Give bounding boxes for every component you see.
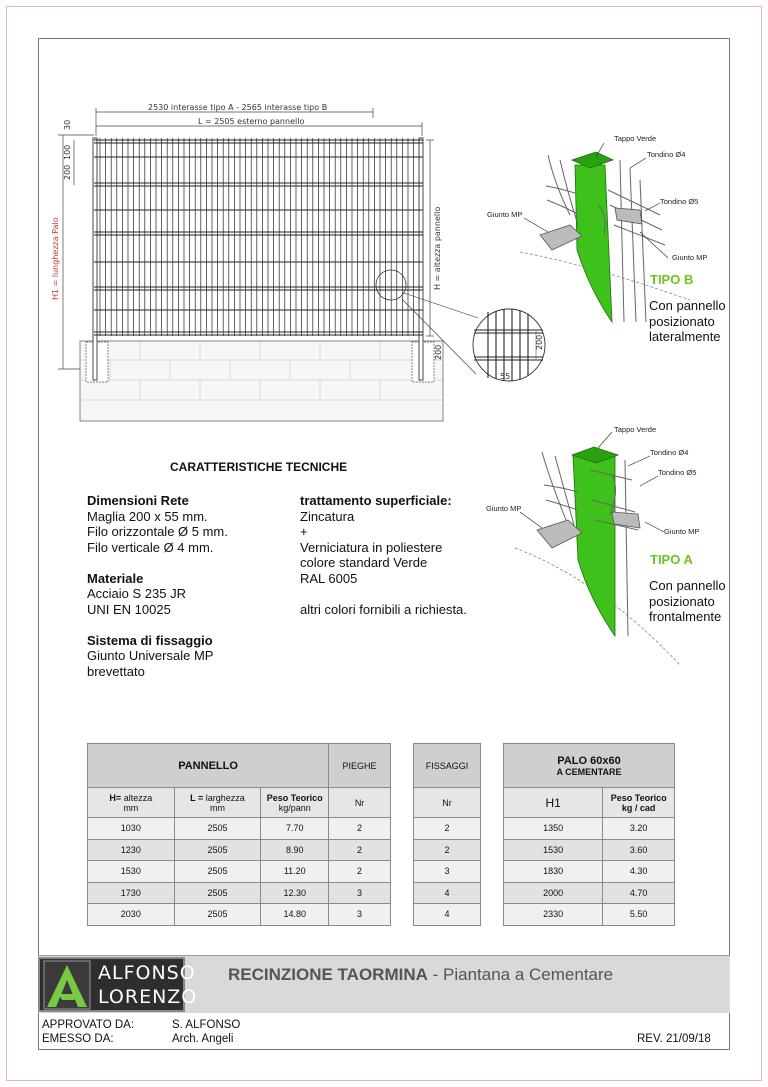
col-h-header: H= altezza mm — [88, 788, 175, 818]
table-cell: 2505 — [174, 839, 261, 861]
table-row — [414, 839, 481, 861]
table-row — [504, 818, 675, 840]
type-b-tondino4: Tondino Ø4 — [647, 150, 686, 159]
table-cell: 1350 — [504, 818, 603, 840]
spec-left-column — [87, 493, 297, 679]
table-cell: 2 — [329, 861, 391, 883]
spec-rete-1: Maglia 200 x 55 mm. — [87, 508, 208, 524]
col-peso-header: Peso Teorico kg/pann — [261, 788, 329, 818]
table-cell: 2505 — [174, 882, 261, 904]
table-row — [88, 882, 391, 904]
logo-a-icon — [43, 960, 93, 1010]
table-row — [504, 882, 675, 904]
table-cell: 4.30 — [603, 861, 675, 883]
spec-tratt-6: altri colori fornibili a richiesta. — [300, 601, 467, 617]
table-row — [414, 904, 481, 926]
detail-200: 200 — [535, 334, 544, 350]
table-cell: 4.70 — [603, 882, 675, 904]
type-b-giunto-left: Giunto MP — [487, 210, 523, 219]
type-b-desc-3: lateralmente — [649, 329, 721, 344]
table-cell: 2505 — [174, 904, 261, 926]
table-cell: 3.60 — [603, 839, 675, 861]
table-cell: 7.70 — [261, 818, 329, 840]
base-200: 200 — [434, 344, 443, 360]
table-row — [414, 818, 481, 840]
spec-tratt-4: colore standard Verde — [300, 555, 428, 570]
spec-tratt-2: + — [300, 524, 308, 539]
table-cell: 1730 — [88, 882, 175, 904]
table-cell: 3 — [414, 861, 481, 883]
table-cell: 2000 — [504, 882, 603, 904]
type-a-desc-2: posizionato — [649, 593, 715, 609]
type-a-tondino5: Tondino Ø5 — [658, 468, 697, 477]
col-palo-peso-header: Peso Teorico kg / cad — [603, 788, 675, 818]
col-h1-header: H1 — [504, 788, 603, 818]
pieghe-title: PIEGHE — [329, 744, 391, 788]
table-cell: 2505 — [174, 861, 261, 883]
table-row — [414, 861, 481, 883]
type-b-desc — [649, 298, 726, 345]
type-b-desc-2: posizionato — [649, 313, 715, 329]
spec-rete-3: Filo verticale Ø 4 mm. — [87, 539, 214, 555]
fissaggi-title: FISSAGGI — [414, 744, 481, 788]
table-cell: 3 — [329, 882, 391, 904]
table-cell: 2 — [329, 818, 391, 840]
detail-55: 55 — [500, 372, 511, 381]
document-title: RECINZIONE TAORMINA - Piantana a Cementare — [228, 965, 614, 984]
spec-mat-2: UNI EN 10025 — [87, 601, 171, 617]
spec-tratt-1: Zincatura — [300, 508, 355, 524]
type-b-illustration — [487, 134, 707, 322]
table-row — [414, 882, 481, 904]
type-a-desc-1: Con pannello — [649, 578, 726, 593]
spec-mat-heading: Materiale — [87, 570, 144, 586]
table-cell: 2030 — [88, 904, 175, 926]
spec-mat-1: Acciaio S 235 JR — [87, 586, 186, 601]
table-cell: 12.30 — [261, 882, 329, 904]
type-b-giunto-right: Giunto MP — [672, 253, 708, 262]
table-cell: 2330 — [504, 904, 603, 926]
section-title: CARATTERISTICHE TECNICHE — [170, 460, 348, 474]
table-cell: 2 — [414, 818, 481, 840]
table-row — [504, 861, 675, 883]
col-l-header: L = larghezza mm — [174, 788, 261, 818]
table-row — [88, 861, 391, 883]
spec-rete-heading: Dimensioni Rete — [87, 493, 189, 508]
emesso-value: Arch. Angeli — [172, 1033, 234, 1045]
table-row — [88, 839, 391, 861]
left-label: H1 = lunghezza Palo — [51, 217, 60, 300]
table-row — [504, 904, 675, 926]
table-cell: 11.20 — [261, 861, 329, 883]
table-cell: 1230 — [88, 839, 175, 861]
dim-100: 100 — [63, 144, 72, 160]
type-b-desc-1: Con pannello — [649, 298, 726, 313]
type-b-title: TIPO B — [650, 272, 694, 287]
table-cell: 4 — [414, 882, 481, 904]
pannello-title: PANNELLO — [88, 744, 329, 788]
spec-right-column — [300, 493, 500, 617]
type-a-desc-3: frontalmente — [649, 609, 722, 624]
dim-top: 2530 interasse tipo A - 2565 interasse tipo B — [148, 103, 328, 112]
table-fissaggi — [413, 743, 481, 926]
palo-title: PALO 60x60 A CEMENTARE — [504, 744, 675, 788]
type-a-desc — [649, 578, 726, 625]
logo-line1: ALFONSO — [98, 962, 196, 984]
table-cell: 2 — [329, 839, 391, 861]
type-a-giunto-left: Giunto MP — [486, 504, 522, 513]
table-cell: 1530 — [88, 861, 175, 883]
table-cell: 1030 — [88, 818, 175, 840]
right-label: H = altezza pannello — [433, 206, 442, 290]
table-cell: 8.90 — [261, 839, 329, 861]
dim-200: 200 — [63, 164, 72, 180]
type-a-giunto-right: Giunto MP — [664, 527, 700, 536]
table-pannello — [87, 743, 391, 926]
table-row — [88, 818, 391, 840]
table-cell: 1830 — [504, 861, 603, 883]
table-palo — [503, 743, 675, 926]
type-b-tappo: Tappo Verde — [614, 134, 657, 143]
col-nr-header: Nr — [329, 788, 391, 818]
revision: REV. 21/09/18 — [637, 1033, 711, 1045]
type-a-illustration — [486, 425, 699, 665]
dim-30: 30 — [63, 119, 72, 130]
spec-tratt-5: RAL 6005 — [300, 570, 358, 586]
table-cell: 3.20 — [603, 818, 675, 840]
spec-rete-2: Filo orizzontale Ø 5 mm. — [87, 524, 228, 539]
fissaggi-nr-header: Nr — [414, 788, 481, 818]
approvato-label: APPROVATO DA: — [42, 1019, 135, 1031]
company-logo — [38, 957, 198, 1012]
table-cell: 2505 — [174, 818, 261, 840]
dim-panel: L = 2505 esterno pannello — [198, 117, 305, 126]
spec-fix-2: brevettato — [87, 663, 145, 679]
approvato-value: S. ALFONSO — [172, 1019, 241, 1031]
table-cell: 14.80 — [261, 904, 329, 926]
table-cell: 2 — [414, 839, 481, 861]
table-row — [504, 839, 675, 861]
type-b-tondino5: Tondino Ø5 — [660, 197, 699, 206]
spec-fix-heading: Sistema di fissaggio — [87, 632, 213, 648]
table-cell: 1530 — [504, 839, 603, 861]
table-row — [88, 904, 391, 926]
type-a-title: TIPO A — [650, 552, 693, 567]
table-cell: 5.50 — [603, 904, 675, 926]
spec-fix-1: Giunto Universale MP — [87, 648, 214, 663]
type-a-tondino4: Tondino Ø4 — [650, 448, 689, 457]
table-cell: 3 — [329, 904, 391, 926]
type-a-tappo: Tappo Verde — [614, 425, 657, 434]
spec-tratt-3: Verniciatura in poliestere — [300, 539, 443, 555]
logo-line2: LORENZO — [98, 986, 198, 1008]
emesso-label: EMESSO DA: — [42, 1033, 114, 1045]
table-cell: 4 — [414, 904, 481, 926]
spec-tratt-heading: trattamento superficiale: — [300, 493, 452, 508]
